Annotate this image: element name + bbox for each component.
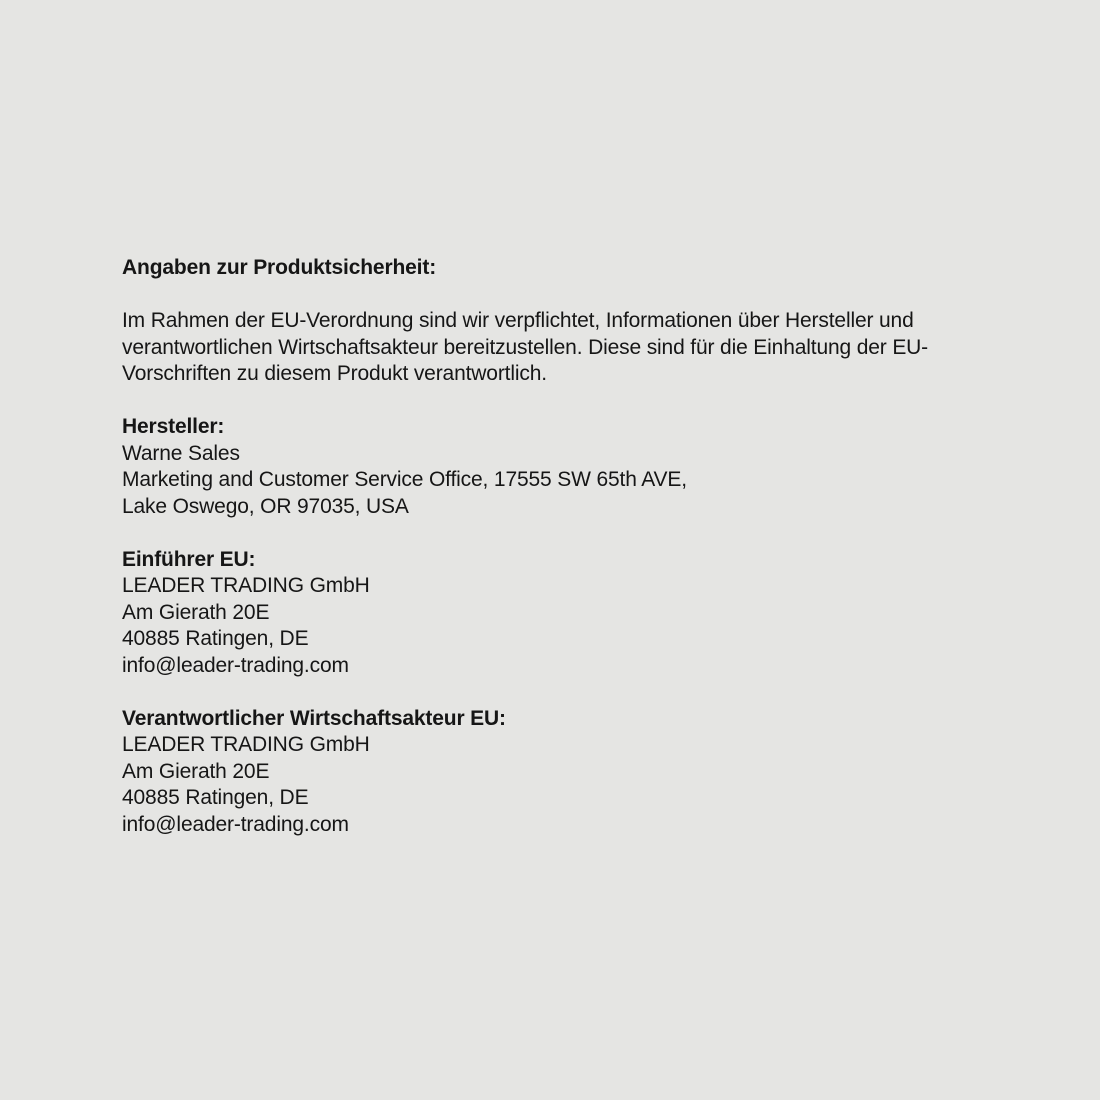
- content-block: [122, 255, 990, 838]
- importer-heading: Einführer EU:: [122, 547, 256, 571]
- manufacturer-name: Warne Sales: [122, 441, 240, 465]
- importer-name: LEADER TRADING GmbH: [122, 574, 370, 597]
- document-title: Angaben zur Produktsicherheit:: [122, 256, 437, 279]
- importer-section: [122, 547, 990, 680]
- manufacturer-address-line-2: Lake Oswego, OR 97035, USA: [122, 494, 409, 518]
- responsible-operator-section: [122, 706, 990, 839]
- manufacturer-heading: Hersteller:: [122, 415, 225, 438]
- manufacturer-section: [122, 414, 990, 520]
- intro-paragraph: Im Rahmen der EU-Verordnung sind wir verpflichtet, Informationen über Hersteller und verantwortlichen Wirtschaftsakteur bereitzustellen. Diese sind für die Einhaltung der EU-Vorschriften zu diesem Produkt verantwortlich.: [122, 309, 929, 385]
- importer-city: 40885 Ratingen, DE: [122, 627, 309, 650]
- responsible-operator-name: LEADER TRADING GmbH: [122, 733, 370, 756]
- importer-street: Am Gierath 20E: [122, 600, 270, 624]
- importer-email: info@leader-trading.com: [122, 653, 349, 677]
- responsible-operator-city: 40885 Ratingen, DE: [122, 786, 309, 809]
- manufacturer-address-line-1: Marketing and Customer Service Office, 17555 SW 65th AVE,: [122, 468, 687, 491]
- responsible-operator-street: Am Gierath 20E: [122, 759, 270, 783]
- responsible-operator-email: info@leader-trading.com: [122, 812, 349, 836]
- responsible-operator-heading: Verantwortlicher Wirtschaftsakteur EU:: [122, 706, 506, 730]
